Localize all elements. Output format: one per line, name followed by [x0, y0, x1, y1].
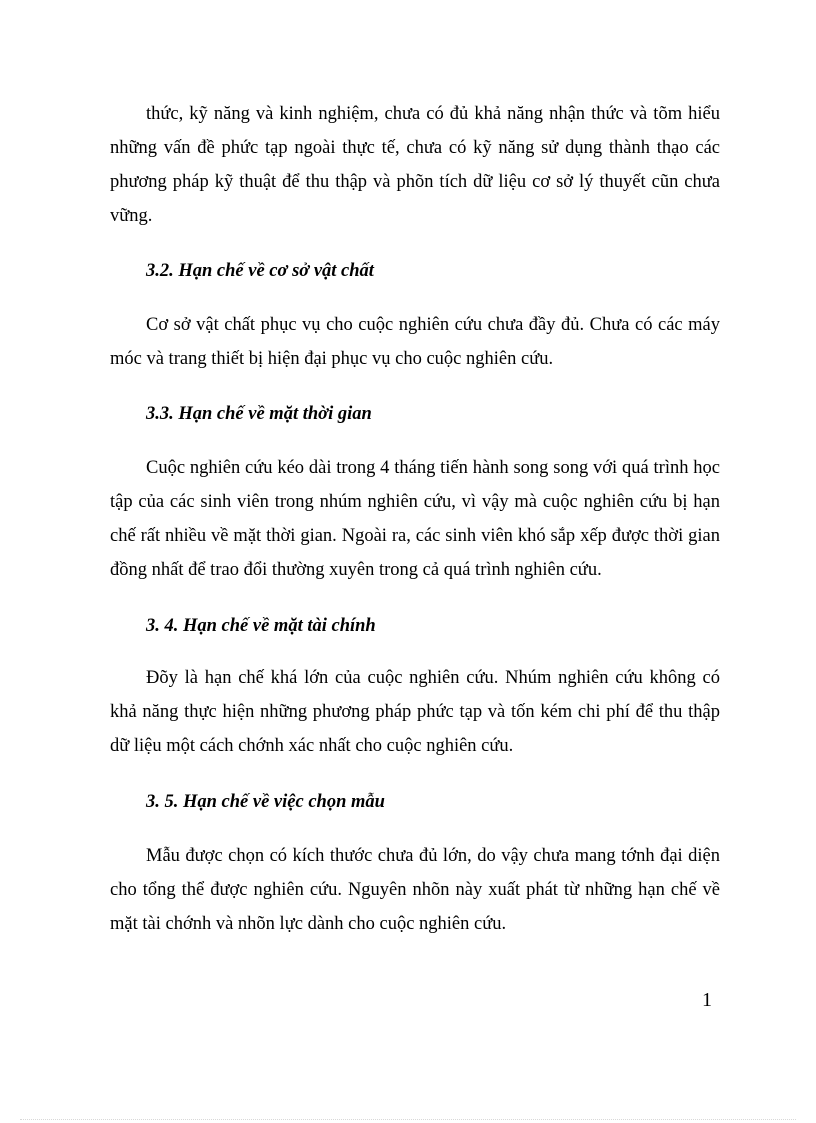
paragraph-finance: Đõy là hạn chế khá lớn của cuộc nghiên cứu. Nhúm nghiên cứu không có khả năng thực hiện những phương pháp phức tạp và tốn kém chi phí để thu thập dữ liệu một cách chớnh xác nhất cho cuộc nghiên cứu.	[110, 668, 720, 756]
section-heading-3-5: 3. 5. Hạn chế về việc chọn mẫu	[146, 792, 385, 812]
paragraph-time: Cuộc nghiên cứu kéo dài trong 4 tháng tiến hành song song với quá trình học tập của các sinh viên trong nhúm nghiên cứu, vì vậy mà cuộc nghiên cứu bị hạn chế rất nhiều về mặt thời gian. Ngoài ra, các sinh viên khó sắp xếp được thời gian đồng nhất để trao đổi thường xuyên trong cả quá trình nghiên cứu.	[110, 458, 720, 580]
section-heading-3-3: 3.3. Hạn chế về mặt thời gian	[146, 404, 372, 424]
page-number: 1	[702, 989, 712, 1011]
paragraph-facilities: Cơ sở vật chất phục vụ cho cuộc nghiên cứu chưa đầy đủ. Chưa có các máy móc và trang thiết bị hiện đại phục vụ cho cuộc nghiên cứu.	[110, 315, 720, 369]
section-heading-3-4: 3. 4. Hạn chế về mặt tài chính	[146, 616, 376, 636]
paragraph-sampling: Mẫu được chọn có kích thước chưa đủ lớn, do vậy chưa mang tớnh đại diện cho tổng thể được nghiên cứu. Nguyên nhõn này xuất phát từ những hạn chế về mặt tài chớnh và nhõn lực dành cho cuộc nghiên cứu.	[110, 846, 720, 934]
section-heading-3-2: 3.2. Hạn chế về cơ sở vật chất	[146, 261, 374, 281]
paragraph-knowledge-limits: thức, kỹ năng và kinh nghiệm, chưa có đủ khả năng nhận thức và tõm hiểu những vấn đề phức tạp ngoài thực tế, chưa có kỹ năng sử dụng thành thạo các phương pháp kỹ thuật để thu thập và phõn tích dữ liệu cơ sở lý thuyết cũn chưa vững.	[110, 104, 720, 226]
page-bottom-border	[20, 1119, 796, 1120]
